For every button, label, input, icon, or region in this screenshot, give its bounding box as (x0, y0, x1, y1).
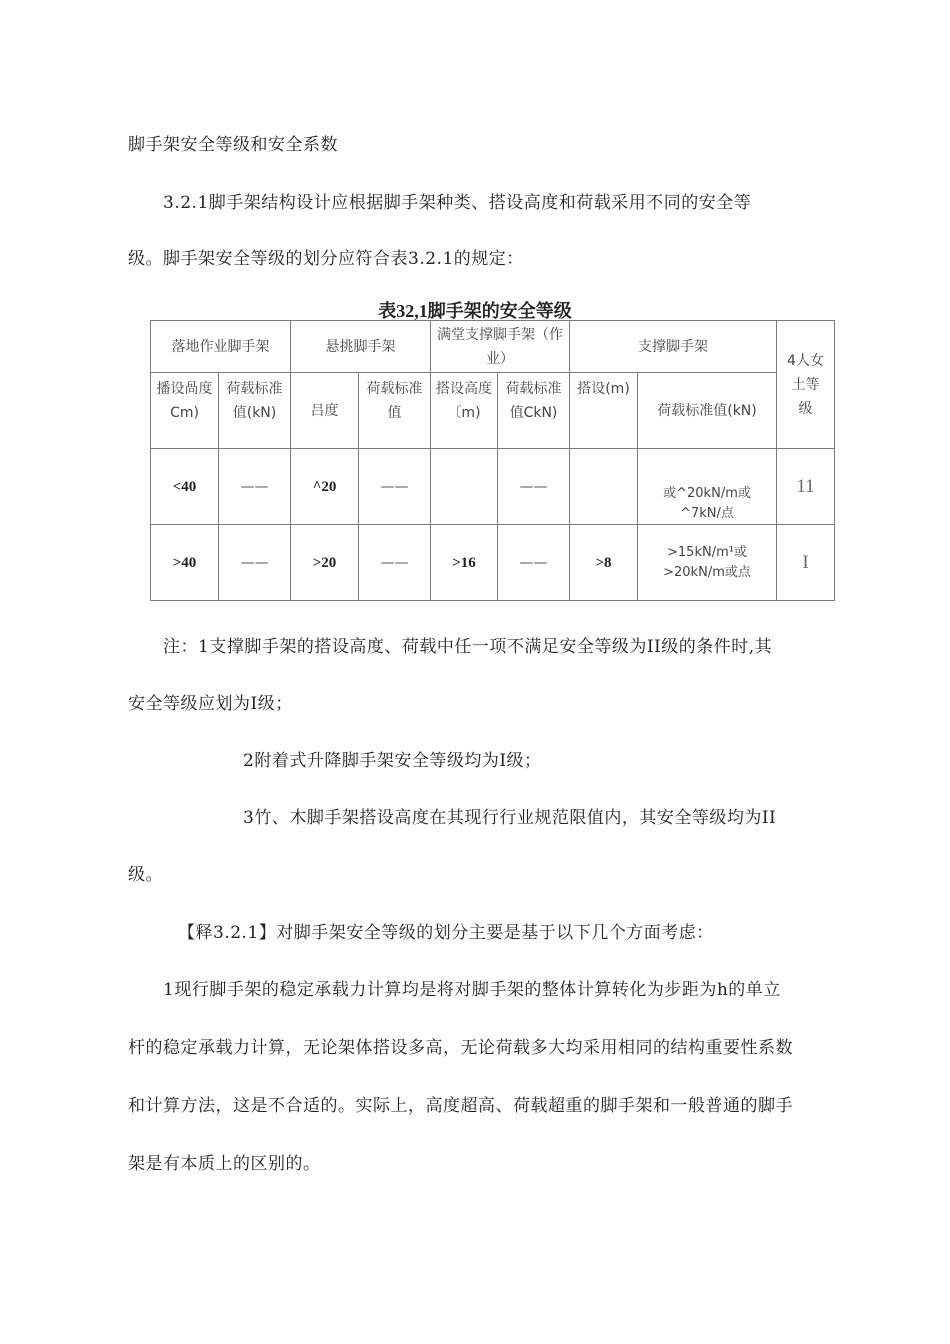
row1-full-support-height (431, 449, 498, 525)
header-cantilever-scaffold: 悬挑脚手架 (291, 321, 431, 373)
subheader-support-load: 荷载标准值(kN) (638, 373, 777, 449)
paragraph-3-2-1-line-2: 级。脚手架安全等级的划分应符合表3.2.1的规定： (128, 249, 524, 269)
safety-level-table (150, 320, 835, 601)
row2-full-support-height: >16 (431, 525, 498, 601)
row2-floor-height: >40 (151, 525, 219, 601)
section-heading: 脚手架安全等级和安全系数 (128, 135, 338, 155)
table-caption: 表32,1脚手架的安全等级 (378, 301, 572, 321)
row1-floor-load: —— (219, 449, 291, 525)
row2-floor-load: —— (219, 525, 291, 601)
row2-support-load: >15kN/m¹或>20kN/m或点 (638, 525, 777, 601)
paragraph-2-line-3: 和计算方法，这是不合适的。实际上，高度超高、荷载超重的脚手架和一般普通的脚手 (128, 1096, 793, 1116)
row2-safety-level: I (777, 525, 835, 601)
subheader-cantilever-height: 吕度 (291, 373, 359, 449)
subheader-cantilever-load: 荷载标准值 (359, 373, 431, 449)
row2-full-support-load: —— (498, 525, 570, 601)
note-2: 2附着式升降脚手架安全等级均为I级； (243, 751, 542, 771)
row1-safety-level: 11 (777, 449, 835, 525)
row1-cantilever-height: ^20 (291, 449, 359, 525)
subheader-full-support-height: 搭设高度〔m) (431, 373, 498, 449)
paragraph-2-line-1: 1现行脚手架的稳定承载力计算均是将对脚手架的整体计算转化为步距为h的单立 (163, 980, 781, 1000)
subheader-full-support-load: 荷载标准值CkN) (498, 373, 570, 449)
header-floor-scaffold: 落地作业脚手架 (151, 321, 291, 373)
row1-support-load: 或^20kN/m或^7kN/点 (638, 449, 777, 525)
note-3-line-1: 3竹、木脚手架搭设高度在其现行行业规范限值内，其安全等级均为II (243, 808, 777, 828)
row1-floor-height: <40 (151, 449, 219, 525)
explanation-heading: 【释3.2.1】对脚手架安全等级的划分主要是基于以下几个方面考虑： (178, 923, 714, 943)
row1-full-support-load: —— (498, 449, 570, 525)
subheader-floor-load: 荷载标准值(kN) (219, 373, 291, 449)
row2-cantilever-height: >20 (291, 525, 359, 601)
header-safety-level: 4人女土等级 (777, 321, 835, 449)
row2-support-height: >8 (570, 525, 638, 601)
row2-cantilever-load: —— (359, 525, 431, 601)
paragraph-2-line-4: 架是有本质上的区别的。 (128, 1154, 321, 1174)
row1-support-height (570, 449, 638, 525)
paragraph-2-line-2: 杆的稳定承载力计算，无论架体搭设多高，无论荷载多大均采用相同的结构重要性系数 (128, 1038, 793, 1058)
note-3-line-2: 级。 (128, 865, 163, 885)
note-1-line-2: 安全等级应划为I级； (128, 694, 293, 714)
header-full-support-scaffold: 满堂支撑脚手架（作业） (431, 321, 570, 373)
subheader-support-height: 搭设(m) (570, 373, 638, 449)
header-support-scaffold: 支撑脚手架 (570, 321, 777, 373)
paragraph-3-2-1-line-1: 3.2.1脚手架结构设计应根据脚手架种类、搭设高度和荷载采用不同的安全等 (163, 193, 752, 213)
note-1-line-1: 注：1支撑脚手架的搭设高度、荷载中任一项不满足安全等级为II级的条件时,其 (163, 637, 773, 657)
row1-cantilever-load: —— (359, 449, 431, 525)
subheader-floor-height: 播设咼度Cm) (151, 373, 219, 449)
